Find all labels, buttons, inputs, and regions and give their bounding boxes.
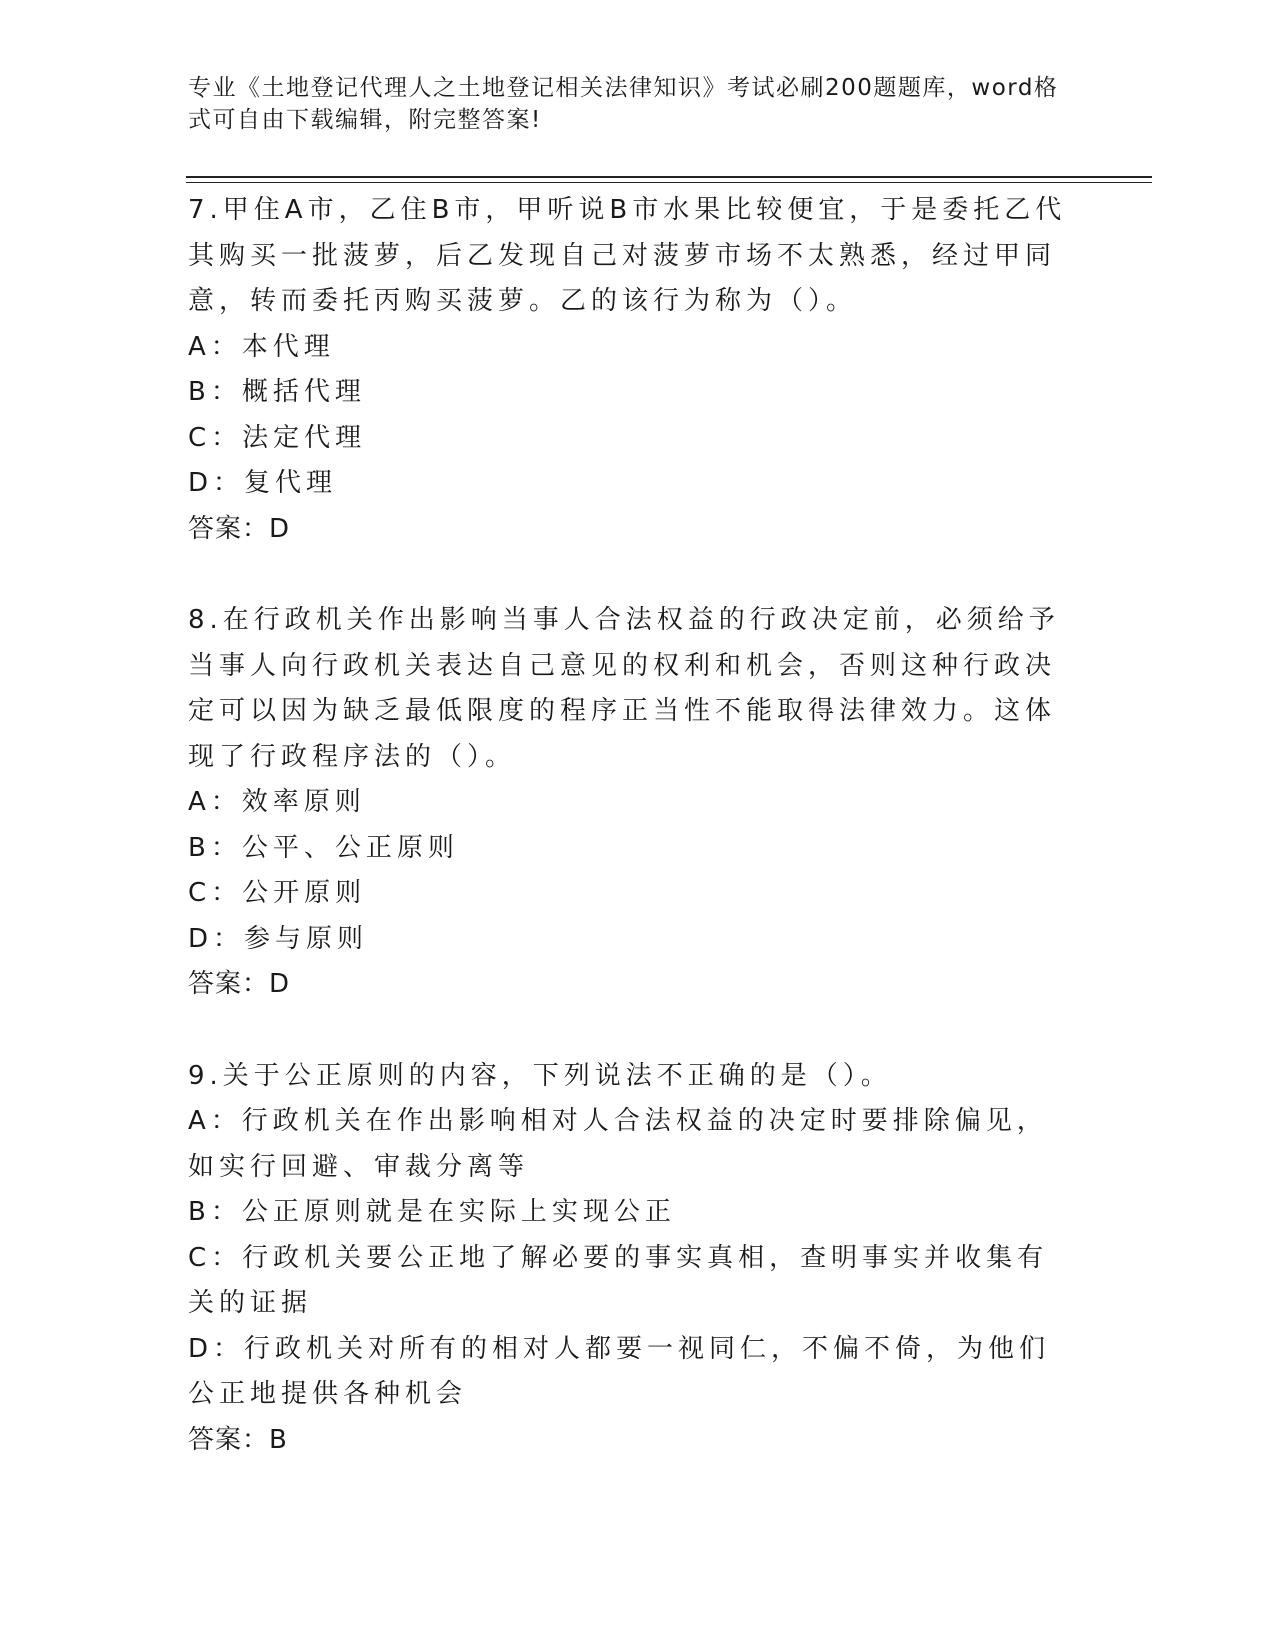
answer-line: 答案：D	[188, 969, 291, 999]
option-b: B：公正原则就是在实际上实现公正	[188, 1197, 676, 1227]
option-b: B：公平、公正原则	[188, 832, 459, 863]
option-d: D：复代理	[188, 468, 338, 498]
question-7	[188, 188, 1078, 552]
option-b: B：概括代理	[188, 377, 366, 407]
question-list	[188, 188, 1078, 1509]
option-a: A：本代理	[188, 331, 335, 362]
option-a: A：行政机关在作出影响相对人合法权益的决定时要排除偏见，如实行回避、审裁分离等	[188, 1106, 1048, 1182]
question-8	[188, 598, 1078, 1008]
question-stem: 7.甲住A市，乙住B市，甲听说B市水果比较便宜，于是委托乙代其购买一批菠萝，后乙发现自己对菠萝市场不太熟悉，经过甲同意，转而委托丙购买菠萝。乙的该行为称为（）。	[188, 195, 1067, 316]
question-stem: 8.在行政机关作出影响当事人合法权益的行政决定前，必须给予当事人向行政机关表达自己意见的权利和机会，否则这种行政决定可以因为缺乏最低限度的程序正当性不能取得法律效力。这体现了行政程序法的（）。	[188, 605, 1060, 772]
answer-line: 答案：B	[188, 1424, 288, 1455]
option-d: D：行政机关对所有的相对人都要一视同仁，不偏不倚，为他们公正地提供各种机会	[188, 1333, 1051, 1409]
header-divider-thick	[186, 176, 1152, 178]
header-divider-thin	[186, 182, 1152, 183]
document-header: 专业《土地登记代理人之土地登记相关法律知识》考试必刷200题题库，word格式可自由下载编辑，附完整答案!	[188, 75, 1059, 133]
option-a: A：效率原则	[188, 787, 366, 817]
option-c: C：法定代理	[188, 422, 367, 453]
answer-line: 答案：D	[188, 513, 291, 544]
option-d: D：参与原则	[188, 923, 369, 954]
question-9	[188, 1054, 1078, 1464]
option-c: C：行政机关要公正地了解必要的事实真相，查明事实并收集有关的证据	[188, 1242, 1049, 1318]
option-c: C：公开原则	[188, 878, 367, 908]
question-stem: 9.关于公正原则的内容，下列说法不正确的是（）。	[188, 1060, 892, 1091]
